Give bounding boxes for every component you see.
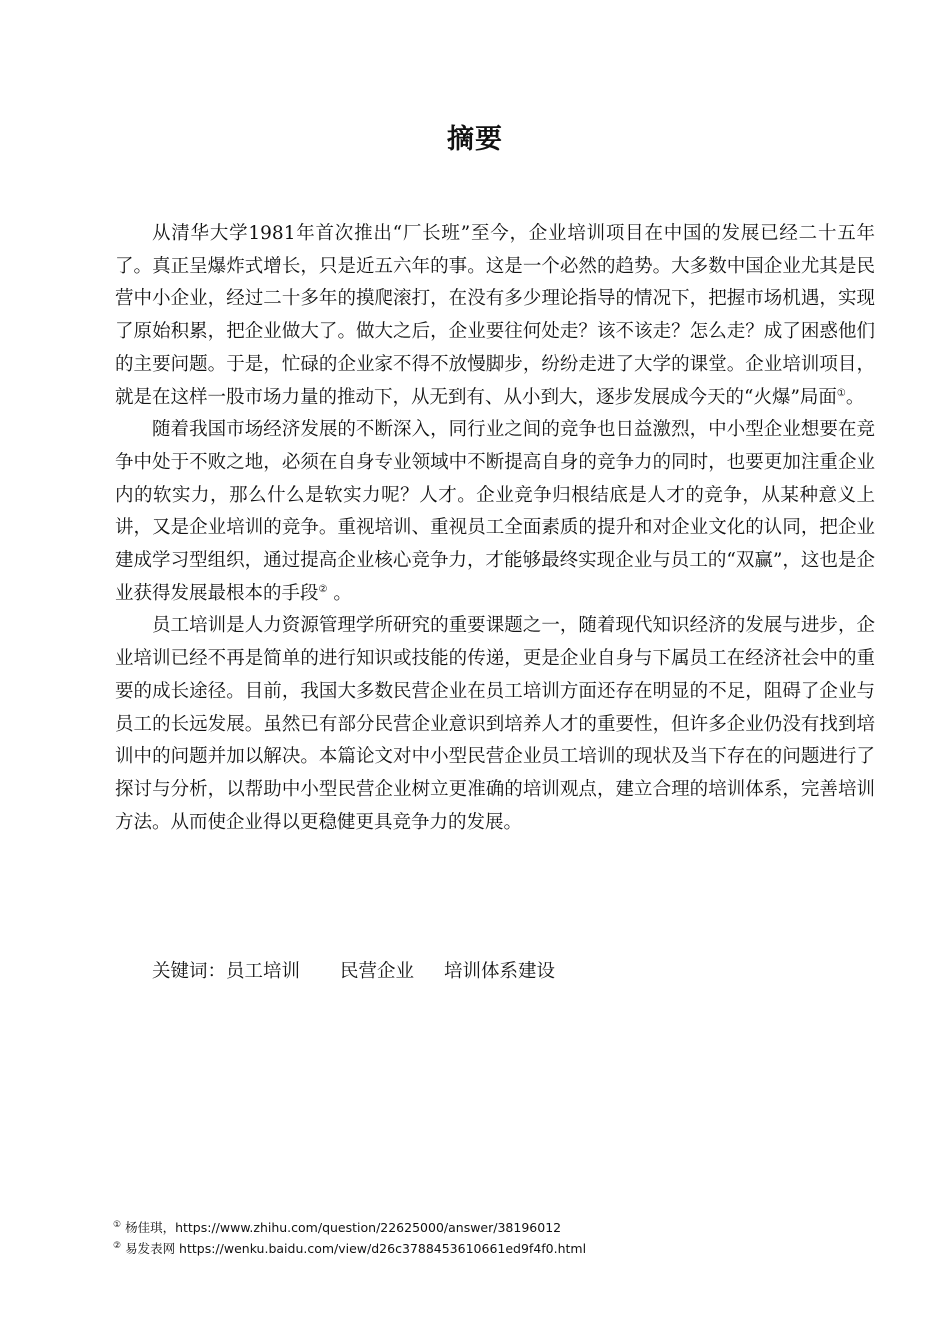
keyword-item: 员工培训 (226, 961, 301, 982)
footnote-mark: ① (113, 1220, 122, 1230)
paragraph-text: 员工培训是人力资源管理学所研究的重要课题之一，随着现代知识经济的发展与进步，企业培训已经不再是简单的进行知识或技能的传递，更是企业自身与下属员工在经济社会中的重要的成长途径。目前，我国大多数民营企业在员工培训方面还存在明显的不足，阻碍了企业与员工的长远发展。虽然已有部分民营企业意识到培养人才的重要性，但许多企业仍没有找到培训中的问题并加以解决。本篇论文对中小型民营企业员工培训的现状及当下存在的问题进行了探讨与分析，以帮助中小型民营企业树立更准确的培训观点，建立合理的培训体系，完善培训方法。从而使企业得以更稳健更具竞争力的发展。 (115, 615, 875, 833)
paragraph-text: 随着我国市场经济发展的不断深入，同行业之间的竞争也日益激烈，中小型企业想要在竞争中处于不败之地，必须在自身专业领域中不断提高自身的竞争力的同时，也要更加注重企业内的软实力，那么什么是软实力呢？人才。企业竞争归根结底是人才的竞争，从某种意义上讲，又是企业培训的竞争。重视培训、重视员工全面素质的提升和对企业文化的认同，把企业建成学习型组织，通过提高企业核心竞争力，才能够最终实现企业与员工的“双赢”，这也是企业获得发展最根本的手段 (115, 419, 875, 604)
abstract-body (115, 218, 875, 839)
footnote-mark: ② (113, 1241, 122, 1251)
footnote-reference[interactable]: ② (318, 583, 328, 595)
footnote-reference[interactable]: ① (836, 387, 846, 399)
abstract-paragraph-1 (115, 218, 875, 414)
footnote-2 (113, 1237, 586, 1258)
keyword-item: 民营企业 (340, 961, 415, 982)
paragraph-tail: 。 (845, 386, 865, 408)
paragraph-tail: 。 (327, 582, 352, 604)
footnote-text[interactable]: 杨佳琪，https://www.zhihu.com/question/22625000/answer/38196012 (125, 1220, 562, 1235)
keyword-item: 培训体系建设 (444, 961, 556, 982)
keywords-label: 关键词： (152, 961, 227, 982)
abstract-title: 摘要 (447, 124, 503, 155)
footnotes (113, 1216, 586, 1258)
keywords-line (152, 956, 555, 988)
footnote-1 (113, 1216, 586, 1237)
abstract-paragraph-3 (115, 610, 875, 839)
abstract-paragraph-2 (115, 414, 875, 610)
paragraph-text: 从清华大学1981年首次推出“厂长班”至今，企业培训项目在中国的发展已经二十五年了。真正呈爆炸式增长，只是近五六年的事。这是一个必然的趋势。大多数中国企业尤其是民营中小企业，经过二十多年的摸爬滚打，在没有多少理论指导的情况下，把握市场机遇，实现了原始积累，把企业做大了。做大之后，企业要往何处走？该不该走？怎么走？成了困惑他们的主要问题。于是，忙碌的企业家不得不放慢脚步，纷纷走进了大学的课堂。企业培训项目，就是在这样一股市场力量的推动下，从无到有、从小到大，逐步发展成今天的“火爆”局面 (115, 223, 875, 408)
footnote-text[interactable]: 易发表网 https://wenku.baidu.com/view/d26c3788453610661ed9f4f0.html (125, 1241, 587, 1256)
